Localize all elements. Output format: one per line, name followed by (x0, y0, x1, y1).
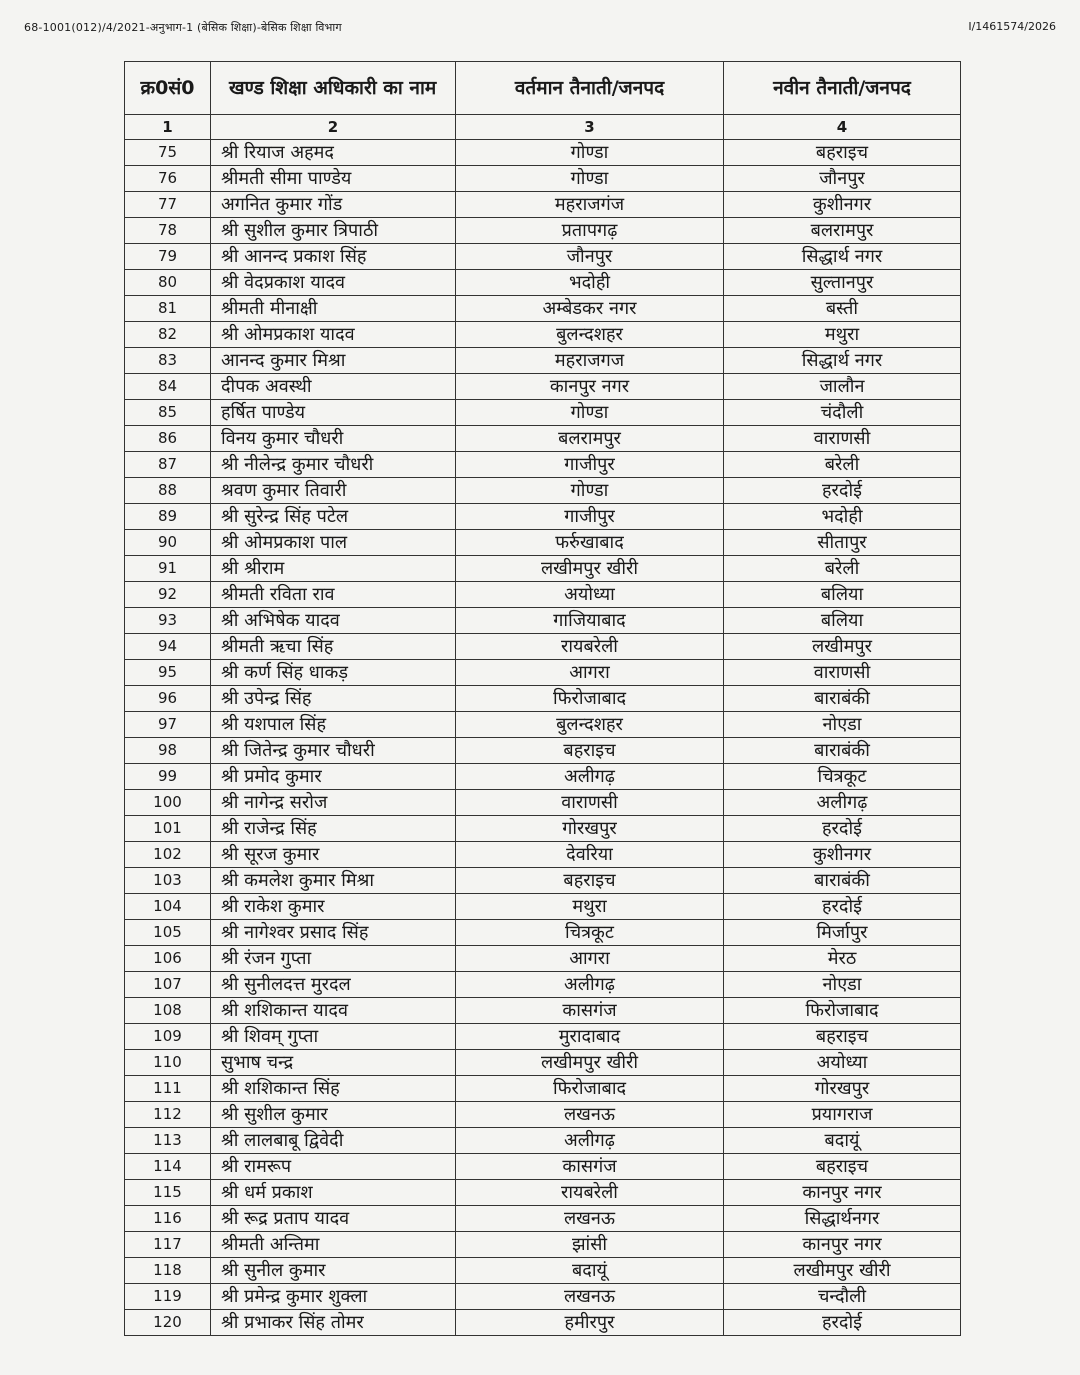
cell-new-posting: बस्ती (724, 296, 961, 322)
cell-serial: 113 (125, 1128, 211, 1154)
cell-new-posting: हरदोई (724, 478, 961, 504)
cell-new-posting: बलरामपुर (724, 218, 961, 244)
cell-serial: 83 (125, 348, 211, 374)
cell-new-posting: लखीमपुर (724, 634, 961, 660)
cell-serial: 98 (125, 738, 211, 764)
cell-officer-name: हर्षित पाण्डेय (211, 400, 456, 426)
table-row (125, 556, 961, 582)
cell-officer-name: श्री प्रमोद कुमार (211, 764, 456, 790)
table-row (125, 790, 961, 816)
table-row (125, 634, 961, 660)
cell-serial: 108 (125, 998, 211, 1024)
cell-new-posting: हरदोई (724, 816, 961, 842)
cell-current-posting: बुलन्दशहर (456, 322, 724, 348)
col-header-current-posting: वर्तमान तैनाती/जनपद (456, 62, 724, 115)
table-row (125, 530, 961, 556)
cell-officer-name: श्री अभिषेक यादव (211, 608, 456, 634)
table-row (125, 738, 961, 764)
table-row (125, 998, 961, 1024)
table-row (125, 452, 961, 478)
cell-serial: 80 (125, 270, 211, 296)
cell-serial: 116 (125, 1206, 211, 1232)
table-row (125, 1232, 961, 1258)
cell-new-posting: गोरखपुर (724, 1076, 961, 1102)
cell-current-posting: अयोध्या (456, 582, 724, 608)
cell-serial: 100 (125, 790, 211, 816)
cell-serial: 97 (125, 712, 211, 738)
cell-new-posting: बाराबंकी (724, 686, 961, 712)
cell-new-posting: जौनपुर (724, 166, 961, 192)
table-row (125, 270, 961, 296)
table-row (125, 608, 961, 634)
table-row (125, 1310, 961, 1336)
cell-current-posting: प्रतापगढ़ (456, 218, 724, 244)
cell-current-posting: लखीमपुर खीरी (456, 1050, 724, 1076)
cell-officer-name: श्री कमलेश कुमार मिश्रा (211, 868, 456, 894)
cell-officer-name: श्री आनन्द प्रकाश सिंह (211, 244, 456, 270)
cell-officer-name: आनन्द कुमार मिश्रा (211, 348, 456, 374)
header-row (125, 62, 961, 115)
cell-serial: 91 (125, 556, 211, 582)
cell-new-posting: बरेली (724, 556, 961, 582)
cell-officer-name: श्रीमती अन्तिमा (211, 1232, 456, 1258)
cell-officer-name: श्री सुशील कुमार (211, 1102, 456, 1128)
cell-officer-name: श्रवण कुमार तिवारी (211, 478, 456, 504)
transfer-table (124, 61, 961, 1336)
col-header-officer-name: खण्ड शिक्षा अधिकारी का नाम (211, 62, 456, 115)
cell-serial: 109 (125, 1024, 211, 1050)
cell-current-posting: महराजगंज (456, 192, 724, 218)
cell-serial: 119 (125, 1284, 211, 1310)
cell-serial: 95 (125, 660, 211, 686)
table-row (125, 842, 961, 868)
cell-current-posting: अलीगढ़ (456, 764, 724, 790)
cell-serial: 82 (125, 322, 211, 348)
cell-new-posting: लखीमपुर खीरी (724, 1258, 961, 1284)
cell-serial: 76 (125, 166, 211, 192)
cell-current-posting: हमीरपुर (456, 1310, 724, 1336)
cell-serial: 104 (125, 894, 211, 920)
cell-new-posting: सीतापुर (724, 530, 961, 556)
col-number: 2 (211, 115, 456, 140)
cell-current-posting: रायबरेली (456, 1180, 724, 1206)
table-row (125, 712, 961, 738)
file-reference: 68-1001(012)/4/2021-अनुभाग-1 (बेसिक शिक्षा)-बेसिक शिक्षा विभाग (24, 21, 342, 34)
cell-new-posting: भदोही (724, 504, 961, 530)
table-row (125, 192, 961, 218)
cell-current-posting: अलीगढ़ (456, 1128, 724, 1154)
table-row (125, 816, 961, 842)
cell-current-posting: आगरा (456, 946, 724, 972)
cell-serial: 118 (125, 1258, 211, 1284)
cell-current-posting: कासगंज (456, 1154, 724, 1180)
cell-new-posting: कुशीनगर (724, 192, 961, 218)
cell-current-posting: लखनऊ (456, 1102, 724, 1128)
cell-officer-name: श्री शशिकान्त यादव (211, 998, 456, 1024)
table-row (125, 1024, 961, 1050)
table-row (125, 582, 961, 608)
table-row (125, 426, 961, 452)
cell-new-posting: जालौन (724, 374, 961, 400)
cell-officer-name: श्री नीलेन्द्र कुमार चौधरी (211, 452, 456, 478)
cell-officer-name: श्री नागेश्वर प्रसाद सिंह (211, 920, 456, 946)
cell-new-posting: चित्रकूट (724, 764, 961, 790)
cell-serial: 120 (125, 1310, 211, 1336)
table-row (125, 504, 961, 530)
cell-current-posting: अलीगढ़ (456, 972, 724, 998)
cell-current-posting: गाजीपुर (456, 452, 724, 478)
cell-officer-name: श्री सुशील कुमार त्रिपाठी (211, 218, 456, 244)
cell-new-posting: सिद्धार्थनगर (724, 1206, 961, 1232)
cell-new-posting: बाराबंकी (724, 868, 961, 894)
cell-officer-name: श्री ओमप्रकाश पाल (211, 530, 456, 556)
cell-serial: 114 (125, 1154, 211, 1180)
cell-serial: 92 (125, 582, 211, 608)
cell-serial: 105 (125, 920, 211, 946)
cell-new-posting: मथुरा (724, 322, 961, 348)
table-row (125, 348, 961, 374)
cell-current-posting: गोण्डा (456, 140, 724, 166)
cell-officer-name: विनय कुमार चौधरी (211, 426, 456, 452)
cell-officer-name: श्री राकेश कुमार (211, 894, 456, 920)
table-row (125, 894, 961, 920)
cell-new-posting: बहराइच (724, 1024, 961, 1050)
cell-current-posting: देवरिया (456, 842, 724, 868)
table-row (125, 1076, 961, 1102)
col-number: 1 (125, 115, 211, 140)
cell-current-posting: बदायूं (456, 1258, 724, 1284)
cell-new-posting: नोएडा (724, 972, 961, 998)
cell-new-posting: प्रयागराज (724, 1102, 961, 1128)
cell-officer-name: श्री कर्ण सिंह धाकड़ (211, 660, 456, 686)
table-row (125, 322, 961, 348)
cell-officer-name: श्री लालबाबू द्विवेदी (211, 1128, 456, 1154)
cell-officer-name: श्री उपेन्द्र सिंह (211, 686, 456, 712)
cell-serial: 93 (125, 608, 211, 634)
table-row (125, 374, 961, 400)
column-number-row (125, 115, 961, 140)
table-row (125, 244, 961, 270)
cell-current-posting: गाजीपुर (456, 504, 724, 530)
cell-new-posting: कानपुर नगर (724, 1232, 961, 1258)
cell-new-posting: हरदोई (724, 1310, 961, 1336)
cell-new-posting: बरेली (724, 452, 961, 478)
cell-new-posting: चन्दौली (724, 1284, 961, 1310)
cell-serial: 88 (125, 478, 211, 504)
table-row (125, 1258, 961, 1284)
cell-new-posting: मेरठ (724, 946, 961, 972)
cell-current-posting: फिरोजाबाद (456, 1076, 724, 1102)
cell-current-posting: बलरामपुर (456, 426, 724, 452)
table-row (125, 1206, 961, 1232)
cell-new-posting: अयोध्या (724, 1050, 961, 1076)
cell-new-posting: अलीगढ़ (724, 790, 961, 816)
cell-serial: 99 (125, 764, 211, 790)
cell-new-posting: चंदौली (724, 400, 961, 426)
cell-current-posting: लखीमपुर खीरी (456, 556, 724, 582)
cell-current-posting: भदोही (456, 270, 724, 296)
cell-new-posting: फिरोजाबाद (724, 998, 961, 1024)
table-row (125, 1154, 961, 1180)
table-row (125, 166, 961, 192)
cell-serial: 94 (125, 634, 211, 660)
table-row (125, 1102, 961, 1128)
cell-current-posting: जौनपुर (456, 244, 724, 270)
cell-officer-name: सुभाष चन्द्र (211, 1050, 456, 1076)
cell-officer-name: श्री नागेन्द्र सरोज (211, 790, 456, 816)
cell-officer-name: श्रीमती रविता राव (211, 582, 456, 608)
cell-current-posting: मथुरा (456, 894, 724, 920)
cell-current-posting: गोण्डा (456, 400, 724, 426)
cell-current-posting: चित्रकूट (456, 920, 724, 946)
cell-current-posting: अम्बेडकर नगर (456, 296, 724, 322)
cell-officer-name: श्री रियाज अहमद (211, 140, 456, 166)
cell-officer-name: श्री शिवम् गुप्ता (211, 1024, 456, 1050)
cell-officer-name: श्री सुनील कुमार (211, 1258, 456, 1284)
cell-current-posting: बहराइच (456, 868, 724, 894)
table-row (125, 140, 961, 166)
col-number: 3 (456, 115, 724, 140)
cell-serial: 78 (125, 218, 211, 244)
cell-current-posting: बुलन्दशहर (456, 712, 724, 738)
cell-current-posting: बहराइच (456, 738, 724, 764)
cell-officer-name: श्रीमती सीमा पाण्डेय (211, 166, 456, 192)
cell-serial: 115 (125, 1180, 211, 1206)
cell-officer-name: श्री शशिकान्त सिंह (211, 1076, 456, 1102)
cell-serial: 89 (125, 504, 211, 530)
cell-serial: 87 (125, 452, 211, 478)
cell-officer-name: श्री रूद्र प्रताप यादव (211, 1206, 456, 1232)
cell-serial: 107 (125, 972, 211, 998)
cell-officer-name: अगनित कुमार गोंड (211, 192, 456, 218)
cell-officer-name: श्री ओमप्रकाश यादव (211, 322, 456, 348)
table-row (125, 920, 961, 946)
cell-serial: 75 (125, 140, 211, 166)
cell-current-posting: लखनऊ (456, 1206, 724, 1232)
cell-serial: 111 (125, 1076, 211, 1102)
cell-new-posting: हरदोई (724, 894, 961, 920)
cell-serial: 112 (125, 1102, 211, 1128)
table-row (125, 686, 961, 712)
cell-serial: 103 (125, 868, 211, 894)
cell-serial: 106 (125, 946, 211, 972)
cell-serial: 86 (125, 426, 211, 452)
cell-serial: 90 (125, 530, 211, 556)
cell-current-posting: कासगंज (456, 998, 724, 1024)
cell-officer-name: श्रीमती ऋचा सिंह (211, 634, 456, 660)
cell-officer-name: श्री राजेन्द्र सिंह (211, 816, 456, 842)
cell-new-posting: बदायूं (724, 1128, 961, 1154)
col-header-serial: क्र0सं0 (125, 62, 211, 115)
cell-officer-name: श्री जितेन्द्र कुमार चौधरी (211, 738, 456, 764)
cell-officer-name: श्री रामरूप (211, 1154, 456, 1180)
cell-new-posting: वाराणसी (724, 426, 961, 452)
table-row (125, 868, 961, 894)
cell-current-posting: गोरखपुर (456, 816, 724, 842)
cell-serial: 110 (125, 1050, 211, 1076)
cell-current-posting: गाजियाबाद (456, 608, 724, 634)
table-row (125, 400, 961, 426)
cell-new-posting: बलिया (724, 582, 961, 608)
table-row (125, 296, 961, 322)
cell-new-posting: मिर्जापुर (724, 920, 961, 946)
table-row (125, 764, 961, 790)
col-header-new-posting: नवीन तैनाती/जनपद (724, 62, 961, 115)
cell-new-posting: बहराइच (724, 140, 961, 166)
cell-current-posting: गोण्डा (456, 166, 724, 192)
cell-officer-name: श्री धर्म प्रकाश (211, 1180, 456, 1206)
cell-new-posting: वाराणसी (724, 660, 961, 686)
cell-current-posting: झांसी (456, 1232, 724, 1258)
cell-officer-name: श्री प्रमेन्द्र कुमार शुक्ला (211, 1284, 456, 1310)
table-row (125, 946, 961, 972)
cell-serial: 101 (125, 816, 211, 842)
cell-current-posting: आगरा (456, 660, 724, 686)
cell-serial: 117 (125, 1232, 211, 1258)
table-row (125, 972, 961, 998)
cell-serial: 96 (125, 686, 211, 712)
col-number: 4 (724, 115, 961, 140)
cell-current-posting: गोण्डा (456, 478, 724, 504)
cell-serial: 84 (125, 374, 211, 400)
table-row (125, 1180, 961, 1206)
table-row (125, 1128, 961, 1154)
cell-current-posting: महराजगज (456, 348, 724, 374)
cell-officer-name: श्री सुनीलदत्त मुरदल (211, 972, 456, 998)
cell-serial: 77 (125, 192, 211, 218)
cell-new-posting: नोएडा (724, 712, 961, 738)
cell-officer-name: दीपक अवस्थी (211, 374, 456, 400)
cell-current-posting: फर्रुखाबाद (456, 530, 724, 556)
cell-current-posting: रायबरेली (456, 634, 724, 660)
table-row (125, 1050, 961, 1076)
cell-officer-name: श्री सूरज कुमार (211, 842, 456, 868)
cell-new-posting: बलिया (724, 608, 961, 634)
cell-officer-name: श्री वेदप्रकाश यादव (211, 270, 456, 296)
table-row (125, 1284, 961, 1310)
cell-current-posting: कानपुर नगर (456, 374, 724, 400)
cell-current-posting: लखनऊ (456, 1284, 724, 1310)
cell-new-posting: सिद्धार्थ नगर (724, 244, 961, 270)
cell-officer-name: श्रीमती मीनाक्षी (211, 296, 456, 322)
cell-officer-name: श्री श्रीराम (211, 556, 456, 582)
cell-new-posting: बहराइच (724, 1154, 961, 1180)
document-id: I/1461574/2026 (968, 20, 1056, 33)
cell-officer-name: श्री प्रभाकर सिंह तोमर (211, 1310, 456, 1336)
cell-current-posting: मुरादाबाद (456, 1024, 724, 1050)
table-row (125, 218, 961, 244)
cell-new-posting: कुशीनगर (724, 842, 961, 868)
cell-current-posting: फिरोजाबाद (456, 686, 724, 712)
cell-new-posting: सुल्तानपुर (724, 270, 961, 296)
cell-serial: 85 (125, 400, 211, 426)
cell-current-posting: वाराणसी (456, 790, 724, 816)
table-row (125, 660, 961, 686)
cell-officer-name: श्री रंजन गुप्ता (211, 946, 456, 972)
cell-serial: 102 (125, 842, 211, 868)
cell-new-posting: कानपुर नगर (724, 1180, 961, 1206)
cell-new-posting: बाराबंकी (724, 738, 961, 764)
cell-serial: 81 (125, 296, 211, 322)
table-row (125, 478, 961, 504)
cell-new-posting: सिद्धार्थ नगर (724, 348, 961, 374)
cell-officer-name: श्री यशपाल सिंह (211, 712, 456, 738)
cell-serial: 79 (125, 244, 211, 270)
cell-officer-name: श्री सुरेन्द्र सिंह पटेल (211, 504, 456, 530)
